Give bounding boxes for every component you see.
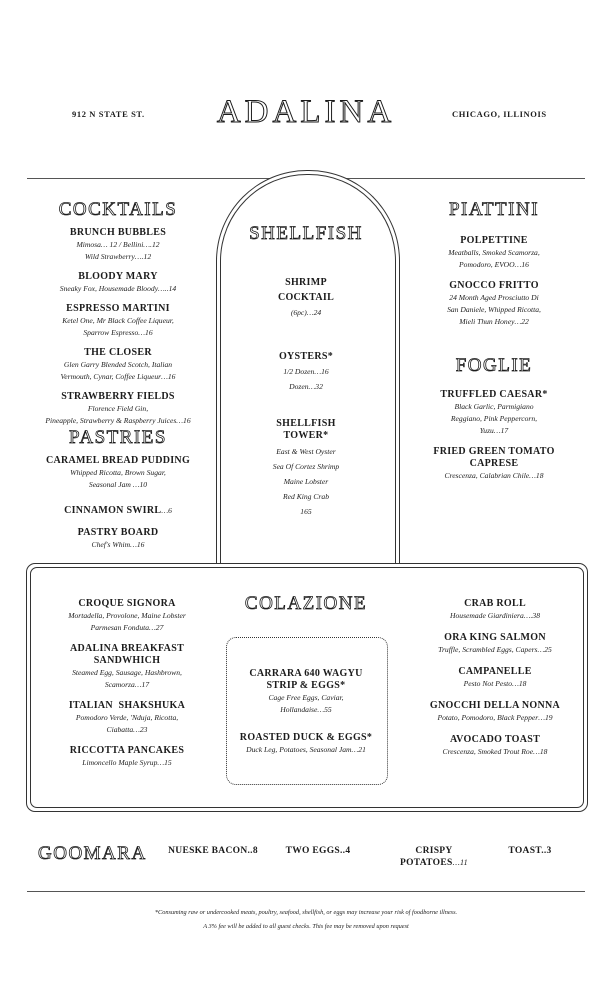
item-name: THE CLOSER bbox=[84, 347, 152, 358]
item-desc: Pesto Not Pesto…18 bbox=[463, 679, 527, 688]
item-desc: Whipped Ricotta, Brown Sugar, bbox=[70, 468, 166, 477]
item-name: ESPRESSO MARTINI bbox=[66, 303, 170, 314]
item-name: GNOCCO FRITTO bbox=[449, 280, 539, 291]
menu-item bbox=[410, 632, 580, 656]
item-name: CROQUE SIGNORA bbox=[78, 598, 176, 609]
item-desc: Seasonal Jam …10 bbox=[88, 480, 148, 489]
menu-item bbox=[410, 598, 580, 622]
item-desc: Wild Strawberry….12 bbox=[84, 252, 152, 261]
menu-item bbox=[44, 745, 210, 769]
item-desc: Cage Free Eggs, Caviar, bbox=[268, 693, 344, 702]
item-desc: Chef's Whim…16 bbox=[91, 540, 145, 549]
menu-item bbox=[34, 303, 202, 339]
colazione-heading: COLAZIONE bbox=[244, 593, 368, 614]
menu-item bbox=[34, 227, 202, 263]
item-desc: Housemade Giardiniera….38 bbox=[450, 611, 540, 620]
menu-item bbox=[410, 389, 578, 437]
restaurant-address: 912 N STATE ST. bbox=[72, 109, 145, 119]
item-name: OYSTERS* bbox=[278, 351, 334, 362]
item-desc: Limoncello Maple Syrup…15 bbox=[82, 758, 172, 767]
item-desc: Florence Field Gin, bbox=[87, 404, 149, 413]
item-desc: 165 bbox=[300, 507, 312, 516]
restaurant-logo-text: ADALINA bbox=[216, 94, 396, 130]
item-desc: Pineapple, Strawberry & Raspberry Juices…16 bbox=[45, 416, 191, 425]
menu-item bbox=[34, 455, 202, 491]
menu-item bbox=[232, 668, 380, 716]
menu-item bbox=[44, 643, 210, 691]
item-desc: 24 Month Aged Prosciutto Di bbox=[449, 293, 539, 302]
item-name: ROASTED DUCK & EGGS* bbox=[239, 732, 373, 743]
item-name: ITALIAN SHAKSHUKA bbox=[68, 700, 186, 711]
bottom-divider bbox=[27, 891, 585, 892]
menu-item bbox=[34, 527, 202, 551]
menu-item bbox=[44, 598, 210, 634]
item-name: CRISPY POTATOES bbox=[400, 846, 453, 868]
menu-item bbox=[236, 349, 376, 394]
item-desc: Potato, Pomodoro, Black Pepper…19 bbox=[437, 713, 553, 722]
colazione-right bbox=[410, 598, 580, 766]
item-desc: Meatballs, Smoked Scamorza, bbox=[448, 248, 540, 257]
menu-item bbox=[410, 446, 578, 482]
item-name: CAMPANELLE bbox=[458, 666, 532, 677]
item-desc: Black Garlic, Parmigiano bbox=[454, 402, 534, 411]
shellfish-heading: SHELLFISH bbox=[249, 223, 363, 244]
menu-item bbox=[410, 280, 578, 328]
item-name: BLOODY MARY bbox=[78, 271, 158, 282]
item-name: GNOCCHI DELLA NONNA bbox=[429, 700, 561, 711]
item-desc: Glen Garry Blended Scotch, Italian bbox=[63, 360, 173, 369]
item-desc: 1/2 Dozen…16 bbox=[283, 367, 329, 376]
item-name: CARAMEL BREAD PUDDING bbox=[45, 455, 191, 466]
item-name: ADALINA BREAKFAST SANDWHICH bbox=[69, 643, 185, 666]
item-name: SHRIMP COCKTAIL bbox=[277, 277, 335, 303]
menu-item bbox=[34, 271, 202, 295]
menu-item bbox=[410, 666, 580, 690]
item-desc: Sparrow Espresso…16 bbox=[83, 328, 153, 337]
item-desc: Mieli Thun Honey…22 bbox=[459, 317, 529, 326]
item-price: …11 bbox=[452, 858, 468, 867]
item-desc: Mortadella, Provolone, Maine Lobster bbox=[68, 611, 186, 620]
goomara-item: TOAST..3 bbox=[508, 846, 552, 856]
item-desc: Maine Lobster bbox=[283, 477, 329, 486]
item-desc: Steamed Egg, Sausage, Hashbrown, bbox=[72, 668, 182, 677]
item-desc: Parmesan Fonduta…27 bbox=[90, 623, 164, 632]
goomara-item: NUESKE BACON..8 bbox=[168, 846, 258, 856]
menu-item bbox=[236, 275, 376, 319]
pastries-heading: PASTRIES bbox=[69, 427, 167, 448]
item-desc: Scamorza…17 bbox=[104, 680, 150, 689]
item-desc: Red King Crab bbox=[283, 492, 329, 501]
item-desc: San Daniele, Whipped Ricotta, bbox=[447, 305, 541, 314]
item-desc: Pomodoro, EVOO…16 bbox=[459, 260, 529, 269]
colazione-left bbox=[44, 598, 210, 777]
menu-item bbox=[232, 732, 380, 756]
item-name: STRAWBERRY FIELDS bbox=[61, 391, 175, 402]
item-desc: Pomodoro Verde, 'Nduja, Ricotta, bbox=[75, 713, 179, 722]
menu-item bbox=[34, 391, 202, 427]
menu-item bbox=[410, 734, 580, 758]
item-desc: Truffle, Scrambled Eggs, Capers…25 bbox=[438, 645, 552, 654]
footer-fee-note: A 3% fee will be added to all guest checks. This fee may be removed upon request bbox=[203, 923, 409, 930]
colazione-center bbox=[232, 668, 380, 764]
item-desc: Crescenza, Smoked Trout Roe…18 bbox=[442, 747, 548, 756]
item-name: POLPETTINE bbox=[460, 235, 528, 246]
cocktails-heading: COCKTAILS bbox=[58, 199, 178, 220]
item-desc: Dozen…32 bbox=[289, 382, 323, 391]
menu-item bbox=[44, 700, 210, 736]
menu-item bbox=[236, 418, 376, 519]
item-desc: Ciabatta…23 bbox=[106, 725, 148, 734]
item-name: FRIED GREEN TOMATO CAPRESE bbox=[433, 446, 555, 469]
item-name: CINNAMON SWIRL bbox=[64, 505, 162, 516]
item-name: CARRARA 640 WAGYU STRIP & EGGS* bbox=[249, 668, 363, 691]
pastries-section bbox=[34, 427, 202, 559]
item-price: …6 bbox=[161, 506, 172, 515]
cocktails-section bbox=[34, 199, 202, 427]
item-name: BRUNCH BUBBLES bbox=[69, 227, 167, 238]
item-desc: Sea Of Cortez Shrimp bbox=[272, 462, 340, 471]
goomara-item: TWO EGGS..4 bbox=[285, 846, 351, 856]
item-name: PASTRY BOARD bbox=[77, 527, 159, 538]
item-desc: Sneaky Fox, Housemade Bloody…..14 bbox=[59, 284, 177, 293]
footer-disclaimer: *Consuming raw or undercooked meats, poultry, seafood, shellfish, or eggs may increase your risk of foodborne illness. bbox=[154, 909, 458, 916]
item-name: RICCOTTA PANCAKES bbox=[69, 745, 185, 756]
goomara-heading: GOOMARA bbox=[38, 843, 147, 864]
item-name: ORA KING SALMON bbox=[444, 632, 546, 643]
menu-item bbox=[34, 347, 202, 383]
menu-item bbox=[34, 500, 202, 518]
item-desc: Mimosa… 12 / Bellini….12 bbox=[76, 240, 160, 249]
item-desc: Ketel One, Mr Black Coffee Liqueur, bbox=[62, 316, 174, 325]
goomara-item bbox=[396, 845, 472, 869]
item-desc: (6pc)…24 bbox=[290, 308, 322, 317]
foglie-heading: FOGLIE bbox=[455, 355, 533, 376]
item-desc: Reggiano, Pink Peppercorn, bbox=[450, 414, 538, 423]
item-name: SHELLFISH TOWER* bbox=[276, 418, 336, 441]
item-name: TRUFFLED CAESAR* bbox=[440, 389, 548, 400]
item-desc: Crescenza, Calabrian Chile…18 bbox=[444, 471, 544, 480]
item-desc: Vermouth, Cynar, Coffee Liqueur…16 bbox=[60, 372, 176, 381]
item-name: CRAB ROLL bbox=[464, 598, 526, 609]
item-desc: Yuzu…17 bbox=[479, 426, 509, 435]
piattini-heading: PIATTINI bbox=[448, 199, 540, 220]
item-desc: Hollandaise…55 bbox=[280, 705, 332, 714]
item-desc: East & West Oyster bbox=[276, 447, 336, 456]
restaurant-city: CHICAGO, ILLINOIS bbox=[452, 109, 547, 119]
piattini-section bbox=[410, 199, 578, 336]
item-desc: Duck Leg, Potatoes, Seasonal Jam…21 bbox=[246, 745, 366, 754]
item-name: AVOCADO TOAST bbox=[449, 734, 541, 745]
menu-item bbox=[410, 700, 580, 724]
foglie-section bbox=[410, 355, 578, 490]
shellfish-section bbox=[236, 223, 376, 527]
menu-item bbox=[410, 235, 578, 271]
